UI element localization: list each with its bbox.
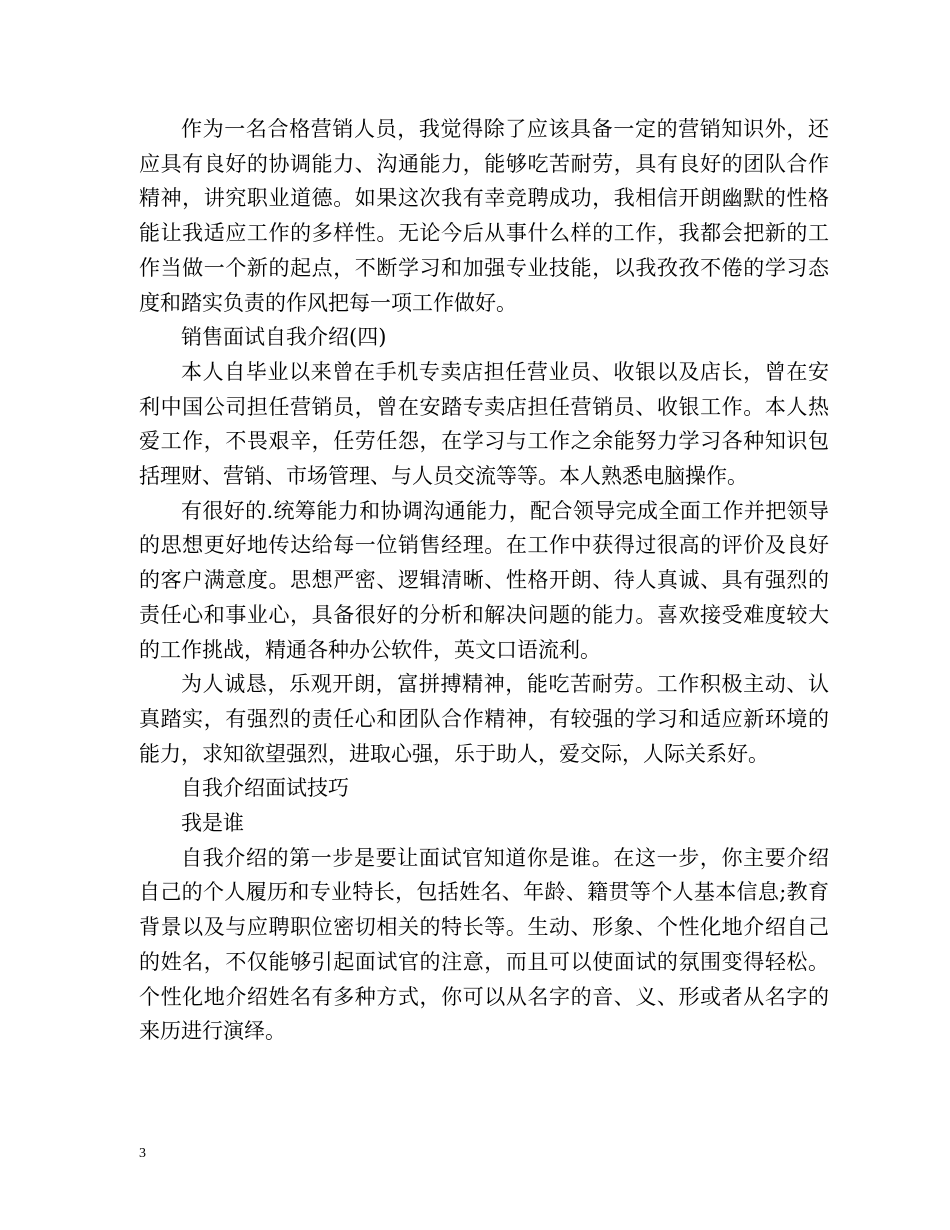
- paragraph-introduce-yourself: 自我介绍的第一步是要让面试官知道你是谁。在这一步，你主要介绍自己的个人履历和专业特长，包括姓名、年龄、籍贯等个人基本信息;教育背景以及与应聘职位密切相关的特长等。生动、形象、个性化地介绍自己的姓名，不仅能够引起面试官的注意，而且可以使面试的氛围变得轻松。个性化地介绍姓名有多种方式，你可以从名字的音、义、形或者从名字的来历进行演绎。: [139, 845, 829, 1044]
- paragraph-sales-qualities: 作为一名合格营销人员，我觉得除了应该具备一定的营销知识外，还应具有良好的协调能力、沟通能力，能够吃苦耐劳，具有良好的团队合作精神，讲究职业道德。如果这次我有幸竞聘成功，我相信开朗幽默的性格能让我适应工作的多样性。无论今后从事什么样的工作，我都会把新的工作当做一个新的起点，不断学习和加强专业技能，以我孜孜不倦的学习态度和踏实负责的作风把每一项工作做好。: [139, 117, 829, 315]
- section-heading-interview-tips: 自我介绍面试技巧: [181, 776, 349, 801]
- section-heading-sales-intro-4: 销售面试自我介绍(四): [181, 325, 387, 350]
- subheading-who-am-i: 我是谁: [181, 811, 244, 836]
- paragraph-personality: 为人诚恳，乐观开朗，富拼搏精神，能吃苦耐劳。工作积极主动、认真踏实，有强烈的责任心和团队合作精神，有较强的学习和适应新环境的能力，求知欲望强烈，进取心强，乐于助人，爱交际，人际关系好。: [139, 672, 829, 766]
- page-number: 3: [139, 1146, 146, 1161]
- paragraph-abilities: 有很好的.统筹能力和协调沟通能力，配合领导完成全面工作并把领导的思想更好地传达给每一位销售经理。在工作中获得过很高的评价及良好的客户满意度。思想严密、逻辑清晰、性格开朗、待人真诚、具有强烈的责任心和事业心，具备很好的分析和解决问题的能力。喜欢接受难度较大的工作挑战，精通各种办公软件，英文口语流利。: [139, 498, 829, 662]
- document-body: [139, 112, 829, 1049]
- paragraph-work-experience: 本人自毕业以来曾在手机专卖店担任营业员、收银以及店长，曾在安利中国公司担任营销员，曾在安踏专卖店担任营销员、收银工作。本人热爱工作，不畏艰辛，任劳任怨，在学习与工作之余能努力学习各种知识包括理财、营销、市场管理、与人员交流等等。本人熟悉电脑操作。: [139, 359, 829, 489]
